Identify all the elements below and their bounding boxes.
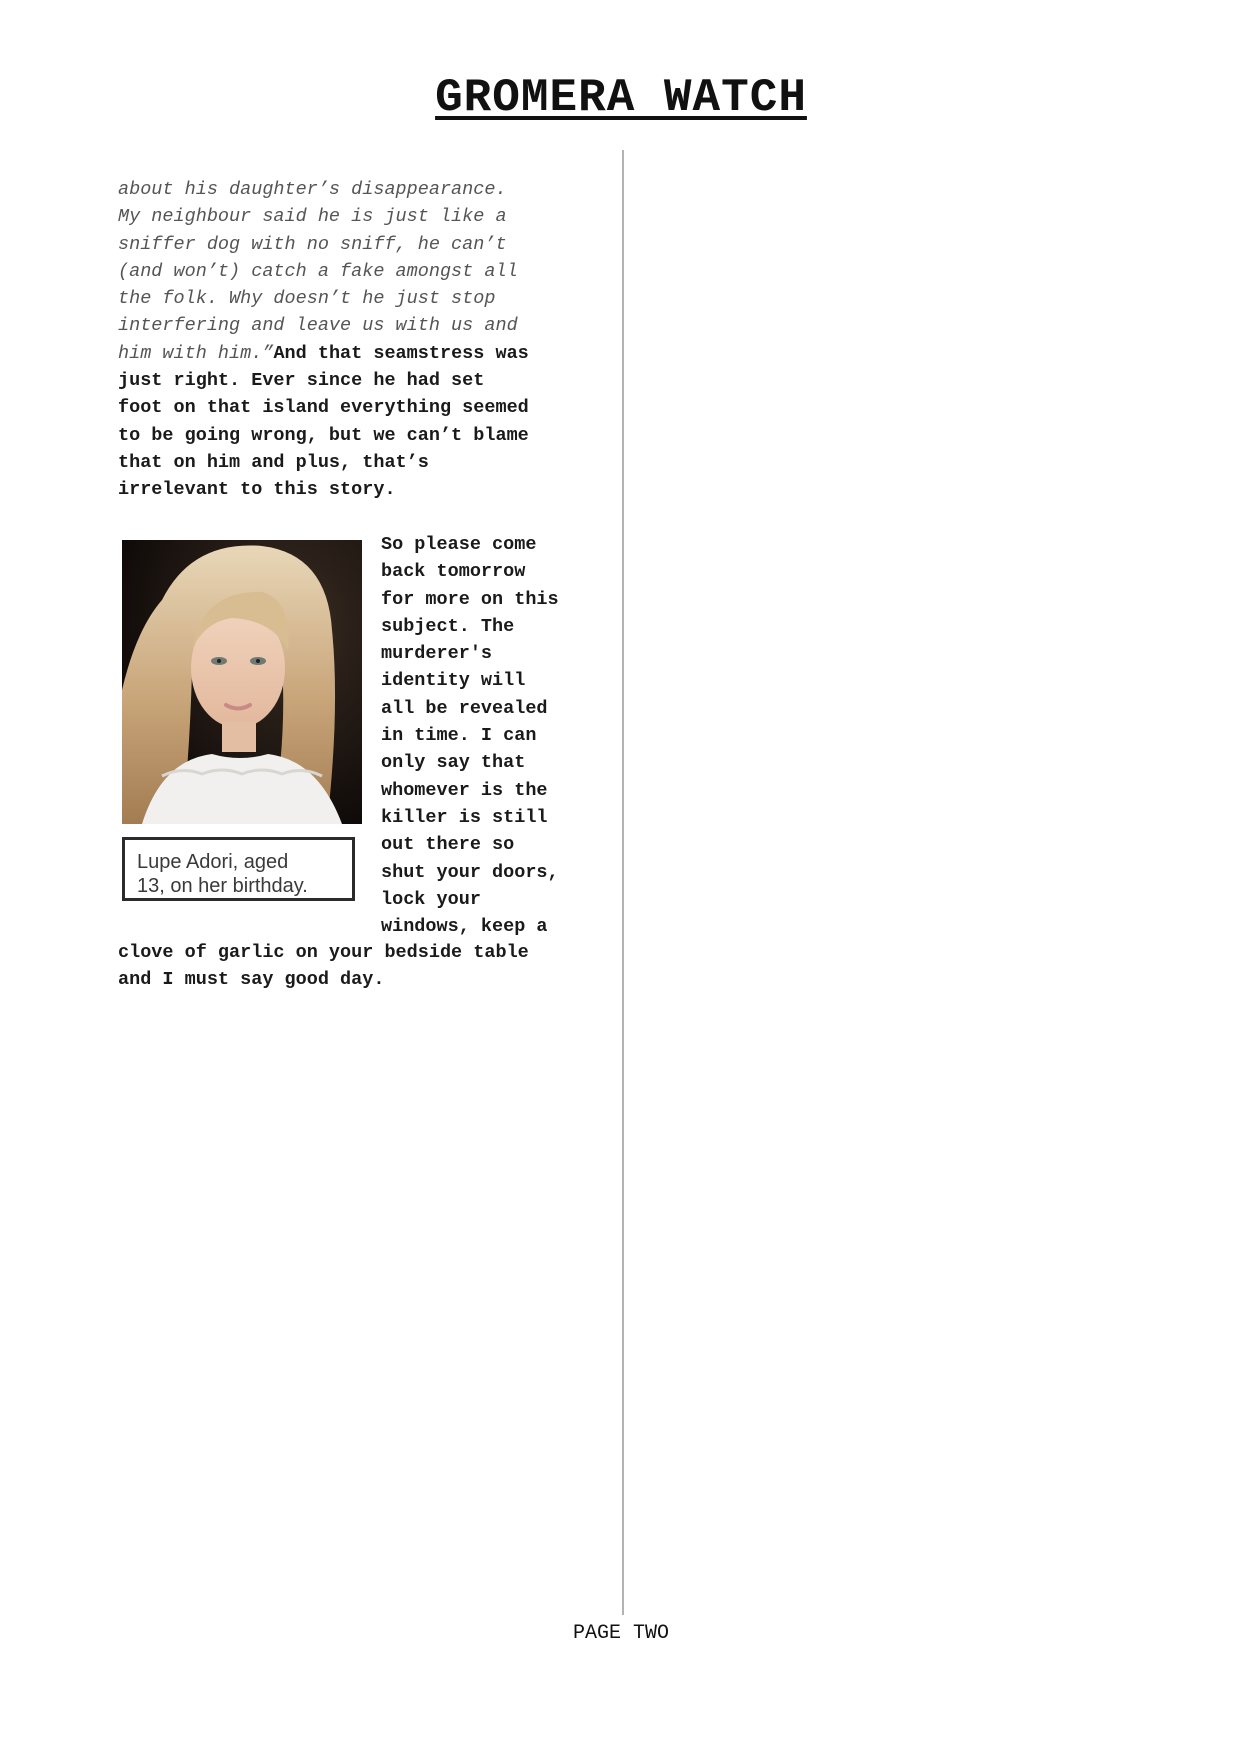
- closing-text: clove of garlic on your bedside table and I must say good day.: [118, 942, 529, 991]
- photo-caption: Lupe Adori, aged 13, on her birthday.: [122, 837, 355, 901]
- photo-figure: [122, 540, 362, 901]
- column-divider: [622, 150, 624, 1615]
- page-title: GROMERA WATCH: [435, 72, 807, 124]
- article-column: [118, 176, 598, 504]
- body-text: And that seamstress was just right. Ever since he had set foot on that island everything seemed to be going wrong, but we can’t blame that on him and plus, that’s irrelevant to this story.: [118, 342, 529, 501]
- side-column-text: So please come back tomorrow for more on this subject. The murderer's identity will all be revealed in time. I can only say that whomever is the killer is still out there so shut your doors, lock your windows, keep a: [381, 534, 559, 938]
- article-paragraph: [118, 176, 598, 504]
- portrait-photo: [122, 540, 362, 824]
- quoted-text: about his daughter’s disappearance. My neighbour said he is just like a sniffer dog with no sniff, he can’t (and won’t) catch a fake amongst all the folk. Why doesn’t he just stop interfering and leave us with us and him with him.”: [118, 179, 518, 364]
- page-number: PAGE TWO: [572, 1622, 669, 1645]
- portrait-photo-icon: [122, 540, 362, 824]
